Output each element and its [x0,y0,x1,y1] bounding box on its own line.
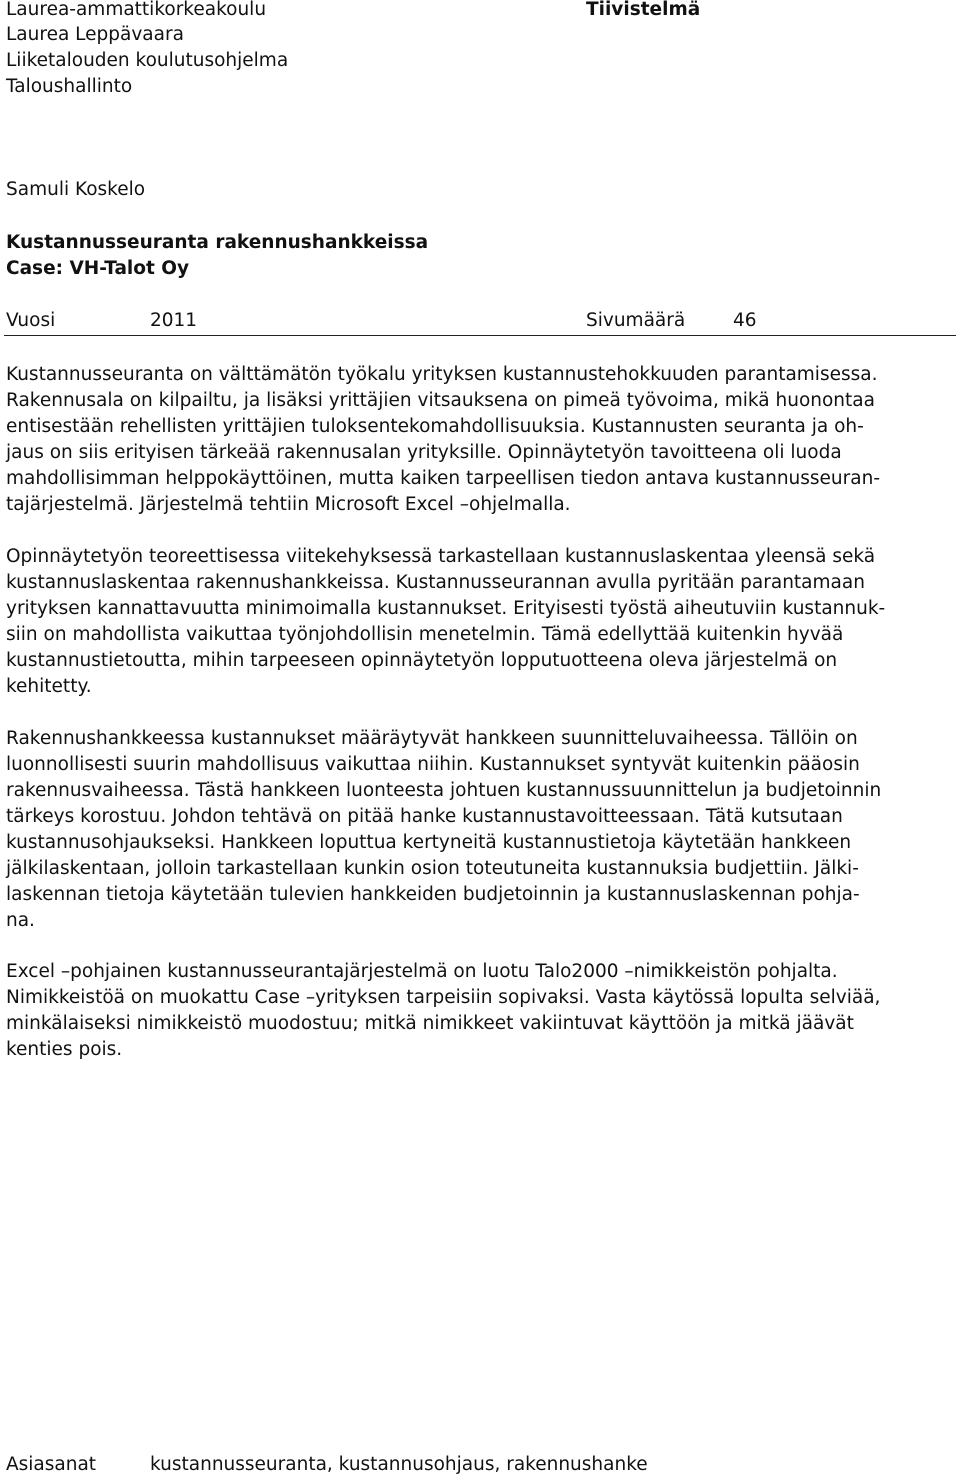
abstract-paragraph-3 [6,726,954,934]
text-line: rakennusvaiheessa. Tästä hankkeen luonteesta johtuen kustannussuunnittelun ja budjetoinnin [6,780,882,801]
text-line: Rakennushankkeessa kustannukset määräytyvät hankkeen suunnitteluvaiheessa. Tällöin on [6,728,858,749]
text-line: laskennan tietoja käytetään tulevien hankkeiden budjetoinnin ja kustannuslaskennan pohja- [6,884,860,905]
keywords-label: Asiasanat [6,1454,97,1475]
text-line: Opinnäytetyön teoreettisessa viitekehyksessä tarkastellaan kustannuslaskentaa yleensä sekä [6,546,876,567]
specialization: Taloushallinto [6,76,133,97]
divider-line [4,335,956,336]
text-line: tärkeys korostuu. Johdon tehtävä on pitää hanke kustannustavoitteessaan. Tätä kutsutaan [6,806,843,827]
text-line: kustannuslaskentaa rakennushankkeissa. Kustannusseurannan avulla pyritään parantamaan [6,572,865,593]
text-line: tajärjestelmä. Järjestelmä tehtiin Microsoft Excel –ohjelmalla. [6,494,571,515]
document-type: Tiivistelmä [586,0,701,20]
campus-name: Laurea Leppävaara [6,24,184,45]
author-name: Samuli Koskelo [6,179,146,200]
thesis-subtitle: Case: VH-Talot Oy [6,258,190,279]
text-line: yrityksen kannattavuutta minimoimalla kustannukset. Erityisesti työstä aiheutuviin kustannuk- [6,598,886,619]
text-line: kehitetty. [6,676,92,697]
text-line: siin on mahdollista vaikuttaa työnjohdollisin menetelmin. Tämä edellyttää kuitenkin hyvää [6,624,844,645]
text-line: Rakennusala on kilpailtu, ja lisäksi yrittäjien vitsauksena on pimeä työvoima, mikä huonontaa [6,390,875,411]
text-line: jälkilaskentaan, jolloin tarkastellaan kunkin osion toteutuneita kustannuksia budjettiin. Jälki- [6,858,859,879]
text-line: Nimikkeistöä on muokattu Case –yrityksen tarpeisiin sopivaksi. Vasta käytössä lopulta selviää, [6,987,881,1008]
text-line: mahdollisimman helppokäyttöinen, mutta kaiken tarpeellisen tiedon antava kustannusseuran- [6,468,880,489]
degree-programme: Liiketalouden koulutusohjelma [6,50,289,71]
text-line: luonnollisesti suurin mahdollisuus vaikuttaa niihin. Kustannukset syntyvät kuitenkin pääosin [6,754,860,775]
text-line: kustannusohjaukseksi. Hankkeen loputtua kertyneitä kustannustietoja käytetään hankkeen [6,832,852,853]
text-line: entisestään rehellisten yrittäjien tuloksentekomahdollisuuksia. Kustannusten seuranta ja oh- [6,416,864,437]
text-line: Kustannusseuranta on välttämätön työkalu yrityksen kustannustehokkuuden parantamisessa. [6,364,878,385]
text-line: Excel –pohjainen kustannusseurantajärjestelmä on luotu Talo2000 –nimikkeistön pohjalta. [6,961,838,982]
year-value: 2011 [150,310,198,331]
abstract-paragraph-2 [6,544,954,700]
abstract-paragraph-4 [6,959,954,1063]
pages-label: Sivumäärä [586,310,686,331]
pages-value: 46 [733,310,757,331]
text-line: minkälaiseksi nimikkeistö muodostuu; mitkä nimikkeet vakiintuvat käyttöön ja mitkä jäävät [6,1013,854,1034]
text-line: jaus on siis erityisen tärkeää rakennusalan yrityksille. Opinnäytetyön tavoitteena oli luoda [6,442,842,463]
text-line: na. [6,910,35,931]
text-line: kustannustietoutta, mihin tarpeeseen opinnäytetyön lopputuotteena oleva järjestelmä on [6,650,838,671]
abstract-paragraph-1 [6,362,954,518]
institution-name: Laurea-ammattikorkeakoulu [6,0,267,20]
year-label: Vuosi [6,310,56,331]
text-line: kenties pois. [6,1039,123,1060]
keywords-value: kustannusseuranta, kustannusohjaus, rakennushanke [150,1454,648,1475]
thesis-title: Kustannusseuranta rakennushankkeissa [6,232,429,253]
